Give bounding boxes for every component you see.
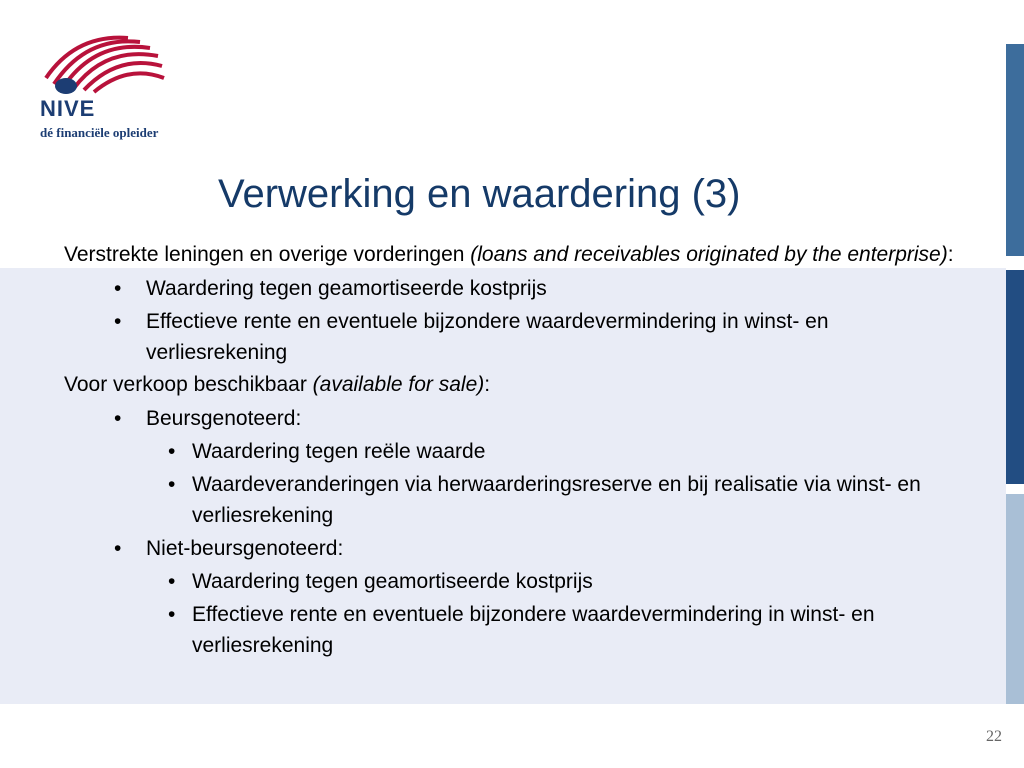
- item-italic-text: (loans and receivables originated by the enterprise): [470, 243, 948, 266]
- bullet-icon: •: [114, 310, 122, 333]
- bullet-icon: •: [168, 440, 176, 463]
- list-item: [168, 469, 954, 531]
- nive-logo: [36, 34, 186, 146]
- nive-swoosh-icon: [36, 34, 166, 98]
- bullet-icon: •: [168, 473, 176, 496]
- side-accent-bar-middle: [1006, 270, 1024, 484]
- slide-title: Verwerking en waardering (3): [218, 172, 741, 216]
- bullet-icon: •: [114, 277, 122, 300]
- list-item-available-for-sale: [64, 368, 954, 401]
- item-italic-text: (available for sale): [312, 373, 485, 396]
- list-item: [168, 599, 954, 661]
- item-text: Waardering tegen geamortiseerde kostprijs: [192, 570, 593, 593]
- side-accent-bar-top: [1006, 44, 1024, 256]
- bullet-icon: •: [168, 570, 176, 593]
- item-text: Voor verkoop beschikbaar: [64, 373, 313, 396]
- item-text: Waardering tegen reële waarde: [192, 440, 486, 463]
- list-item: [114, 533, 954, 564]
- bullet-icon: •: [114, 537, 122, 560]
- list-item-loans-receivables: [64, 238, 954, 271]
- item-suffix: :: [484, 373, 491, 396]
- side-accent-bar-bottom: [1006, 494, 1024, 704]
- list-item: [114, 403, 954, 434]
- item-text: Verstrekte leningen en overige vorderingen: [64, 243, 471, 266]
- bullet-icon: •: [168, 603, 176, 626]
- item-text: Niet-beursgenoteerd:: [146, 537, 344, 560]
- item-text: Effectieve rente en eventuele bijzondere waardevermindering in winst- en verliesrekening: [146, 310, 829, 364]
- logo-wordmark: NIVE: [40, 96, 96, 121]
- page-number: 22: [986, 728, 1002, 745]
- list-item: [114, 306, 954, 368]
- item-text: Waardering tegen geamortiseerde kostprijs: [146, 277, 547, 300]
- list-item: [168, 566, 954, 597]
- item-text: Effectieve rente en eventuele bijzondere waardevermindering in winst- en verliesrekening: [192, 603, 875, 657]
- logo-tagline: dé financiële opleider: [40, 125, 159, 140]
- list-item: [168, 436, 954, 467]
- item-suffix: :: [947, 243, 954, 266]
- bullet-icon: •: [114, 407, 122, 430]
- item-text: Waardeveranderingen via herwaarderingsreserve en bij realisatie via winst- en verliesrekening: [192, 473, 921, 527]
- list-item: [114, 273, 954, 304]
- slide-body: [64, 238, 954, 661]
- item-text: Beursgenoteerd:: [146, 407, 302, 430]
